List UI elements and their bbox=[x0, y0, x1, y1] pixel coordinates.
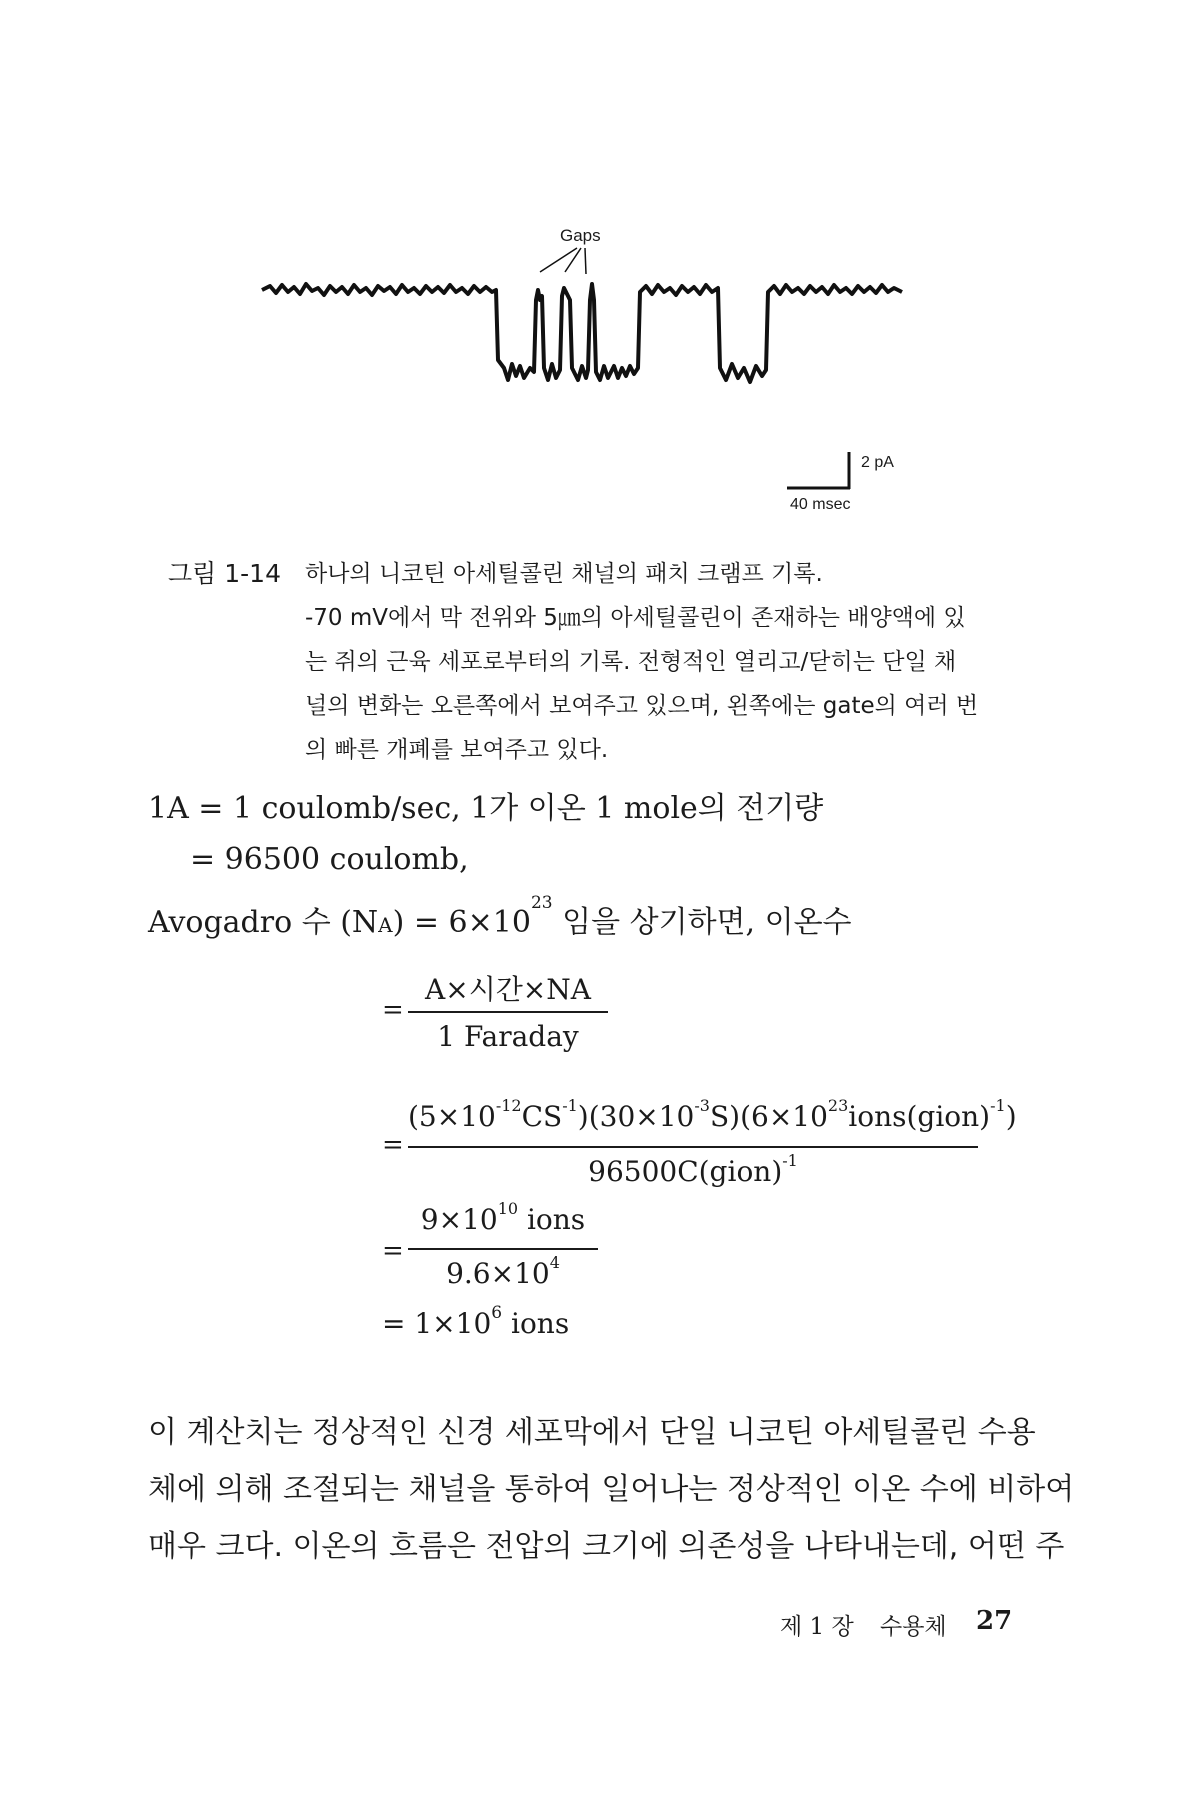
gaps-label: Gaps bbox=[560, 226, 601, 245]
caption-line: -70 mV에서 막 전위와 5㎛의 아세틸콜린이 존재하는 배양액에 있 bbox=[305, 605, 966, 631]
equals-sign: = bbox=[382, 995, 404, 1025]
equation-line-3: Avogadro 수 $(NA) = 6\times 10^{23}$ 임을 상기하면, 이온수 bbox=[148, 893, 852, 940]
fraction-2-denominator: 96500C(gion)$^{-1}$ bbox=[588, 1151, 798, 1188]
caption-line: 의 빠른 개폐를 보여주고 있다. bbox=[305, 737, 609, 763]
fraction-3-numerator: $9\times 10^{10}$ ions bbox=[420, 1199, 586, 1236]
caption-line: 하나의 니코틴 아세틸콜린 채널의 패치 크램프 기록. bbox=[305, 561, 823, 587]
scale-time-label: 40 msec bbox=[790, 496, 851, 513]
current-trace-graphic bbox=[0, 0, 1200, 560]
equals-sign: = bbox=[382, 1130, 404, 1160]
chapter-label: 제 1 장 bbox=[780, 1614, 854, 1640]
paragraph-line: 매우 크다. 이온의 흐름은 전압의 크기에 의존성을 나타내는데, 어떤 주 bbox=[148, 1529, 1065, 1564]
page-number: 27 bbox=[976, 1606, 1013, 1636]
fraction-2-numerator: $(5\times 10^{-12}CS^{-1})(30\times 10^{-3}S)(6\times 10^{23}ions(gion)^{-1})$ bbox=[408, 1096, 1017, 1133]
fraction-2-bar bbox=[408, 1146, 978, 1148]
fraction-3-denominator: $9.6\times 10^4$ bbox=[446, 1253, 560, 1290]
equation-line-1: 1A = 1 coulomb/sec, 1가 이온 1 mole의 전기량 bbox=[148, 791, 824, 826]
equals-sign: = bbox=[382, 1236, 404, 1266]
paragraph-line: 이 계산치는 정상적인 신경 세포막에서 단일 니코틴 아세틸콜린 수용 bbox=[148, 1415, 1036, 1450]
fraction-1-numerator: A×시간×NA bbox=[425, 973, 591, 1006]
scale-bar bbox=[787, 452, 850, 489]
patch-clamp-figure bbox=[0, 0, 1200, 560]
gaps-indicator bbox=[540, 248, 586, 274]
fraction-3-bar bbox=[408, 1248, 598, 1250]
caption-line: 널의 변화는 오른쪽에서 보여주고 있으며, 왼쪽에는 gate의 여러 번 bbox=[305, 693, 979, 719]
fraction-1-bar bbox=[408, 1011, 608, 1013]
section-label: 수용체 bbox=[880, 1614, 947, 1640]
current-trace bbox=[262, 284, 902, 382]
caption-label: 그림 1-14 bbox=[168, 559, 281, 588]
caption-line: 는 쥐의 근육 세포로부터의 기록. 전형적인 열리고/닫히는 단일 채 bbox=[305, 649, 957, 675]
equation-line-2: = 96500 coulomb, bbox=[190, 842, 469, 877]
fraction-1-denominator: 1 Faraday bbox=[437, 1020, 579, 1053]
equation-result: = $1\times 10^6$ ions bbox=[382, 1303, 570, 1340]
paragraph-line: 체에 의해 조절되는 채널을 통하여 일어나는 정상적인 이온 수에 비하여 bbox=[148, 1472, 1075, 1507]
scale-current-label: 2 pA bbox=[861, 454, 894, 471]
